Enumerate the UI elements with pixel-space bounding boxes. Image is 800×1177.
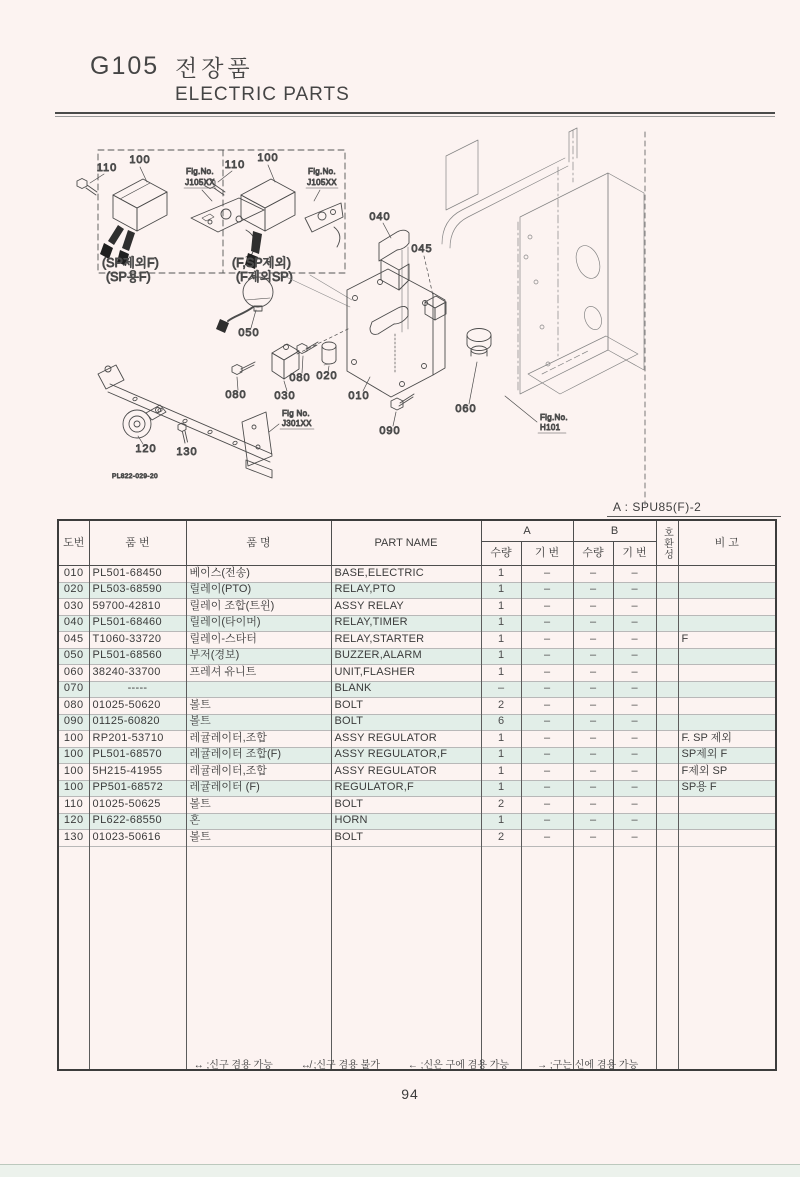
- cell-remark: [678, 615, 776, 632]
- cell-name-ko: 레귤레이터 (F): [186, 780, 331, 797]
- cell-remark: F: [678, 632, 776, 649]
- main-assembly: [98, 128, 644, 480]
- callout-120: 120: [135, 443, 157, 455]
- header-part-no: 품 번: [89, 520, 186, 566]
- cell-remark: [678, 830, 776, 847]
- cell-compat: [656, 764, 678, 781]
- bolt-icon: [391, 398, 403, 410]
- cell-name-ko: 릴레이(PTO): [186, 582, 331, 599]
- cell-a-qty: 1: [481, 731, 521, 748]
- header-qty-a: 수량: [481, 542, 521, 566]
- cell-part-name: ASSY RELAY: [331, 599, 481, 616]
- table-row: [58, 780, 776, 797]
- filler-cell: [521, 846, 573, 1070]
- cell-a-qty: 1: [481, 747, 521, 764]
- cell-b-serial: –: [613, 813, 656, 830]
- callout-110: 110: [96, 162, 118, 174]
- cell-name-ko: 레귤레이터 조합(F): [186, 747, 331, 764]
- cell-part-no: 01025-50625: [89, 797, 186, 814]
- legend-item: → ;구는 신에 겸용 가능: [537, 1060, 639, 1071]
- cell-remark: [678, 566, 776, 583]
- cell-a-serial: –: [521, 681, 573, 698]
- parts-table: [57, 519, 777, 1071]
- cell-remark: SP제외 F: [678, 747, 776, 764]
- cell-name-ko: 프레셔 유니트: [186, 665, 331, 682]
- legend-item: ↮ ;신구 겸용 불가: [300, 1060, 380, 1071]
- cell-part-name: BOLT: [331, 797, 481, 814]
- cell-a-qty: 1: [481, 780, 521, 797]
- header-serial-b: 기 번: [613, 542, 656, 566]
- cell-part-no: PL501-68460: [89, 615, 186, 632]
- cell-diagram-no: 110: [58, 797, 89, 814]
- cell-diagram-no: 040: [58, 615, 89, 632]
- cell-remark: [678, 813, 776, 830]
- cell-part-name: BOLT: [331, 830, 481, 847]
- cell-a-serial: –: [521, 731, 573, 748]
- cell-b-qty: –: [573, 698, 613, 715]
- cell-part-name: ASSY REGULATOR: [331, 731, 481, 748]
- title-rule-thin: [55, 116, 775, 117]
- cell-b-serial: –: [613, 714, 656, 731]
- cell-name-ko: 부저(경보): [186, 648, 331, 665]
- table-row: [58, 714, 776, 731]
- filler-cell: [186, 846, 331, 1070]
- cell-b-qty: –: [573, 648, 613, 665]
- cell-part-name: ASSY REGULATOR: [331, 764, 481, 781]
- model-note: A : SPU85(F)-2: [607, 500, 781, 517]
- cell-a-serial: –: [521, 747, 573, 764]
- cell-diagram-no: 010: [58, 566, 89, 583]
- header-part-name: PART NAME: [331, 520, 481, 566]
- table-row: [58, 615, 776, 632]
- header-serial-a: 기 번: [521, 542, 573, 566]
- cell-part-name: ASSY REGULATOR,F: [331, 747, 481, 764]
- cell-part-no: T1060-33720: [89, 632, 186, 649]
- cell-b-qty: –: [573, 797, 613, 814]
- buzzer-050: [216, 277, 273, 333]
- cell-a-serial: –: [521, 615, 573, 632]
- cell-diagram-no: 100: [58, 764, 89, 781]
- cell-compat: [656, 615, 678, 632]
- callout-110: 110: [224, 159, 246, 171]
- cell-part-no: 5H215-41955: [89, 764, 186, 781]
- cell-diagram-no: 030: [58, 599, 89, 616]
- title-rule: [55, 112, 775, 114]
- cell-compat: [656, 698, 678, 715]
- relay-040: [379, 230, 409, 290]
- cell-part-no: 38240-33700: [89, 665, 186, 682]
- cell-diagram-no: 090: [58, 714, 89, 731]
- cell-compat: [656, 714, 678, 731]
- inset-caption: (SP제외F): [102, 256, 159, 270]
- filler-cell: [89, 846, 186, 1070]
- cell-name-ko: [186, 681, 331, 698]
- cell-b-qty: –: [573, 566, 613, 583]
- cell-a-serial: –: [521, 714, 573, 731]
- bolt-icon: [77, 179, 87, 189]
- header-group-b: B: [573, 520, 656, 542]
- filler-cell: [481, 846, 521, 1070]
- cell-diagram-no: 100: [58, 747, 89, 764]
- cell-b-qty: –: [573, 764, 613, 781]
- cell-a-qty: 2: [481, 797, 521, 814]
- table-row: [58, 566, 776, 583]
- cell-part-no: PL503-68590: [89, 582, 186, 599]
- cell-name-ko: 릴레이(타이머): [186, 615, 331, 632]
- cell-b-serial: –: [613, 764, 656, 781]
- cell-compat: [656, 780, 678, 797]
- cell-diagram-no: 100: [58, 780, 89, 797]
- cell-part-name: RELAY,TIMER: [331, 615, 481, 632]
- cell-diagram-no: 100: [58, 731, 89, 748]
- drawing-number: PL822-029-20: [112, 473, 158, 480]
- cell-remark: SP용 F: [678, 780, 776, 797]
- cell-part-name: BOLT: [331, 698, 481, 715]
- bracket-plate: [305, 203, 343, 232]
- cell-a-serial: –: [521, 632, 573, 649]
- inset-caption: (SP용F): [106, 270, 151, 284]
- cell-a-qty: 2: [481, 830, 521, 847]
- cell-diagram-no: 070: [58, 681, 89, 698]
- cell-part-name: HORN: [331, 813, 481, 830]
- flasher-060: [467, 329, 491, 357]
- bracket-plate: [191, 198, 264, 232]
- cell-remark: [678, 582, 776, 599]
- switch-020: [322, 342, 336, 365]
- cell-remark: [678, 665, 776, 682]
- cell-a-qty: 1: [481, 582, 521, 599]
- cell-a-qty: –: [481, 681, 521, 698]
- cell-name-ko: 볼트: [186, 830, 331, 847]
- cell-a-qty: 1: [481, 632, 521, 649]
- page-title-english: ELECTRIC PARTS: [175, 84, 350, 105]
- legend-item: ← ;신은 구에 겸용 가능: [407, 1060, 510, 1071]
- cell-b-serial: –: [613, 615, 656, 632]
- cell-remark: F제외 SP: [678, 764, 776, 781]
- header-compat: 호환성: [656, 520, 678, 566]
- cell-name-ko: 베이스(전송): [186, 566, 331, 583]
- cell-part-no: PL501-68560: [89, 648, 186, 665]
- page-title-korean: 전장품: [175, 55, 254, 81]
- cell-compat: [656, 599, 678, 616]
- fig-ref-number: J105XX: [185, 178, 215, 187]
- cell-compat: [656, 731, 678, 748]
- empty-table-space: [58, 846, 776, 1070]
- cell-a-qty: 1: [481, 599, 521, 616]
- header-diagram-no: 도번: [58, 520, 89, 566]
- fig-ref-label: Fig.No.: [308, 167, 336, 176]
- header-qty-b: 수량: [573, 542, 613, 566]
- fig-ref-number: J301XX: [282, 419, 312, 428]
- cell-name-ko: 혼: [186, 813, 331, 830]
- cell-b-qty: –: [573, 714, 613, 731]
- cell-a-qty: 1: [481, 764, 521, 781]
- cell-a-serial: –: [521, 648, 573, 665]
- callout-060: 060: [455, 403, 477, 415]
- table-row: [58, 665, 776, 682]
- cell-b-qty: –: [573, 813, 613, 830]
- cell-a-serial: –: [521, 599, 573, 616]
- cell-part-name: UNIT,FLASHER: [331, 665, 481, 682]
- compatibility-legend: [57, 1056, 775, 1071]
- cell-remark: [678, 599, 776, 616]
- table-row: [58, 698, 776, 715]
- cell-part-no: 01125-60820: [89, 714, 186, 731]
- callout-130: 130: [176, 446, 198, 458]
- fig-ref-label: Fig No.: [282, 409, 310, 418]
- header-name-ko: 품 명: [186, 520, 331, 566]
- callout-080: 080: [225, 389, 247, 401]
- cell-diagram-no: 120: [58, 813, 89, 830]
- legend-item: ↔ ;신구 겸용 가능: [193, 1060, 273, 1071]
- cell-name-ko: 릴레이 조합(트윈): [186, 599, 331, 616]
- cell-b-qty: –: [573, 731, 613, 748]
- chassis-frame: [402, 128, 644, 394]
- cell-part-name: BLANK: [331, 681, 481, 698]
- callout-100: 100: [257, 152, 279, 164]
- cell-compat: [656, 582, 678, 599]
- header-group-a: A: [481, 520, 573, 542]
- callout-045: 045: [411, 243, 433, 255]
- cell-a-serial: –: [521, 797, 573, 814]
- cell-name-ko: 볼트: [186, 698, 331, 715]
- cell-b-serial: –: [613, 830, 656, 847]
- cell-a-qty: 1: [481, 615, 521, 632]
- section-code: G105: [90, 52, 160, 80]
- cell-b-serial: –: [613, 780, 656, 797]
- cell-compat: [656, 747, 678, 764]
- callout-040: 040: [369, 211, 391, 223]
- cell-diagram-no: 080: [58, 698, 89, 715]
- callout-020: 020: [316, 370, 338, 382]
- cell-b-qty: –: [573, 632, 613, 649]
- filler-cell: [58, 846, 89, 1070]
- cell-part-no: PL622-68550: [89, 813, 186, 830]
- cell-compat: [656, 632, 678, 649]
- cell-a-qty: 1: [481, 813, 521, 830]
- cell-a-serial: –: [521, 813, 573, 830]
- callout-080: 080: [289, 372, 311, 384]
- cell-remark: [678, 698, 776, 715]
- cell-remark: F. SP 제외: [678, 731, 776, 748]
- cell-compat: [656, 648, 678, 665]
- cell-b-serial: –: [613, 632, 656, 649]
- cell-b-serial: –: [613, 665, 656, 682]
- cell-a-qty: 1: [481, 566, 521, 583]
- table-row: [58, 648, 776, 665]
- callout-010: 010: [348, 390, 370, 402]
- table-row: [58, 681, 776, 698]
- table-row: [58, 731, 776, 748]
- cell-part-name: BOLT: [331, 714, 481, 731]
- cell-name-ko: 릴레이-스타터: [186, 632, 331, 649]
- cell-remark: [678, 681, 776, 698]
- cell-part-name: BASE,ELECTRIC: [331, 566, 481, 583]
- exploded-diagram: [50, 122, 770, 507]
- cell-part-no: 01023-50616: [89, 830, 186, 847]
- cell-compat: [656, 681, 678, 698]
- inset-caption: (F제외SP): [236, 270, 293, 284]
- end-bracket: [242, 412, 272, 478]
- cell-part-name: REGULATOR,F: [331, 780, 481, 797]
- cell-b-qty: –: [573, 615, 613, 632]
- filler-cell: [331, 846, 481, 1070]
- cell-diagram-no: 045: [58, 632, 89, 649]
- cell-part-no: PL501-68450: [89, 566, 186, 583]
- horn-illustration: [123, 405, 166, 438]
- table-row: [58, 747, 776, 764]
- cell-b-serial: –: [613, 747, 656, 764]
- table-row: [58, 764, 776, 781]
- cell-a-serial: –: [521, 582, 573, 599]
- cell-compat: [656, 797, 678, 814]
- cell-diagram-no: 050: [58, 648, 89, 665]
- cell-b-serial: –: [613, 582, 656, 599]
- cell-part-no: -----: [89, 681, 186, 698]
- cell-part-no: 59700-42810: [89, 599, 186, 616]
- cell-diagram-no: 020: [58, 582, 89, 599]
- fig-ref-label: Fig.No.: [186, 167, 214, 176]
- cell-remark: [678, 797, 776, 814]
- cell-b-serial: –: [613, 566, 656, 583]
- fig-ref-number: J105XX: [307, 178, 337, 187]
- cell-a-serial: –: [521, 665, 573, 682]
- cell-b-serial: –: [613, 698, 656, 715]
- cell-compat: [656, 813, 678, 830]
- cell-a-serial: –: [521, 830, 573, 847]
- cell-a-serial: –: [521, 780, 573, 797]
- cell-part-no: RP201-53710: [89, 731, 186, 748]
- cell-a-serial: –: [521, 698, 573, 715]
- bolt-icon: [232, 365, 242, 375]
- cell-name-ko: 볼트: [186, 797, 331, 814]
- cell-name-ko: 레귤레이터,조합: [186, 731, 331, 748]
- cell-diagram-no: 130: [58, 830, 89, 847]
- table-row: [58, 797, 776, 814]
- cell-diagram-no: 060: [58, 665, 89, 682]
- cell-a-qty: 6: [481, 714, 521, 731]
- callout-050: 050: [238, 327, 260, 339]
- cell-remark: [678, 648, 776, 665]
- filler-cell: [613, 846, 656, 1070]
- callout-030: 030: [274, 390, 296, 402]
- cell-part-no: PP501-68572: [89, 780, 186, 797]
- cell-part-name: RELAY,STARTER: [331, 632, 481, 649]
- inset-caption: (F,SP제외): [232, 256, 291, 270]
- relay-assembly-right: [205, 152, 343, 284]
- cell-name-ko: 레귤레이터,조합: [186, 764, 331, 781]
- fig-ref-label: Fig.No.: [540, 413, 568, 422]
- cell-name-ko: 볼트: [186, 714, 331, 731]
- cell-part-name: RELAY,PTO: [331, 582, 481, 599]
- cell-remark: [678, 714, 776, 731]
- header-remark: 비 고: [678, 520, 776, 566]
- table-row: [58, 830, 776, 847]
- cell-b-serial: –: [613, 599, 656, 616]
- table-row: [58, 582, 776, 599]
- cell-b-qty: –: [573, 665, 613, 682]
- table-row: [58, 632, 776, 649]
- table-row: [58, 599, 776, 616]
- filler-cell: [573, 846, 613, 1070]
- fig-ref-number: H101: [540, 423, 561, 432]
- cell-b-serial: –: [613, 681, 656, 698]
- callout-090: 090: [379, 425, 401, 437]
- cell-b-qty: –: [573, 747, 613, 764]
- cell-a-serial: –: [521, 566, 573, 583]
- cell-a-serial: –: [521, 764, 573, 781]
- cell-compat: [656, 665, 678, 682]
- cell-compat: [656, 566, 678, 583]
- cell-b-qty: –: [573, 582, 613, 599]
- cell-compat: [656, 830, 678, 847]
- cell-a-qty: 1: [481, 648, 521, 665]
- cell-b-qty: –: [573, 681, 613, 698]
- cell-b-qty: –: [573, 599, 613, 616]
- filler-cell: [678, 846, 776, 1070]
- relay-045: [425, 296, 446, 320]
- cell-b-serial: –: [613, 797, 656, 814]
- filler-cell: [656, 846, 678, 1070]
- cell-part-no: 01025-50620: [89, 698, 186, 715]
- cell-b-qty: –: [573, 830, 613, 847]
- cell-a-qty: 1: [481, 665, 521, 682]
- page-number: 94: [401, 1086, 419, 1102]
- cell-b-serial: –: [613, 648, 656, 665]
- cell-b-serial: –: [613, 731, 656, 748]
- scan-edge: [0, 1164, 800, 1177]
- table-row: [58, 813, 776, 830]
- cell-b-qty: –: [573, 780, 613, 797]
- callout-100: 100: [129, 154, 151, 166]
- cell-part-name: BUZZER,ALARM: [331, 648, 481, 665]
- cell-part-no: PL501-68570: [89, 747, 186, 764]
- cell-a-qty: 2: [481, 698, 521, 715]
